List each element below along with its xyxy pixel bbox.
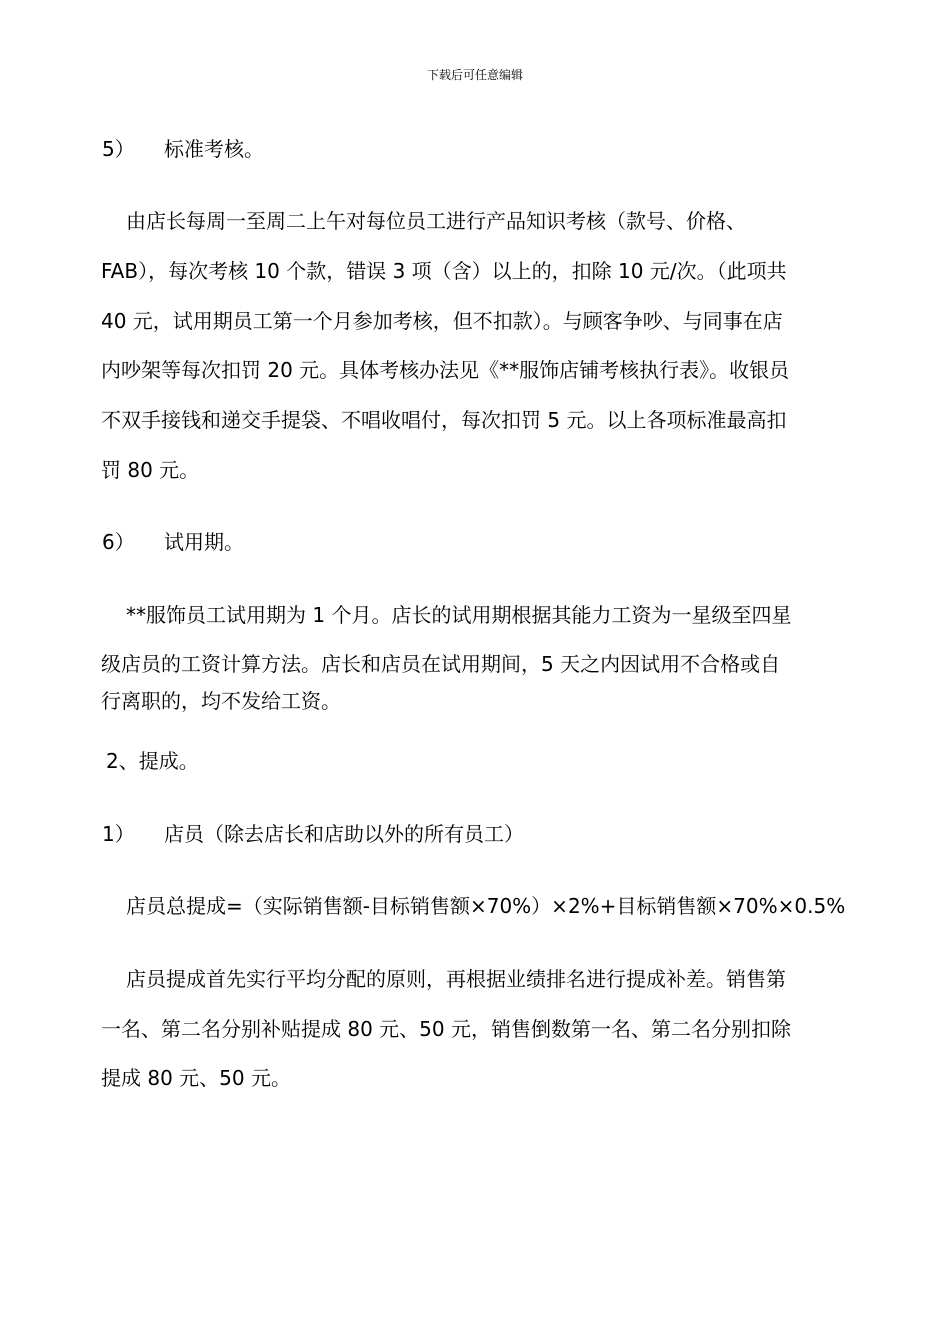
section-6-number: 6）	[102, 530, 135, 554]
paragraph-line: 40 元，试用期员工第一个月参加考核，但不扣款）。与顾客争吵、与同事在店	[101, 309, 783, 333]
paragraph-line: 由店长每周一至周二上午对每位员工进行产品知识考核（款号、价格、	[126, 209, 746, 233]
paragraph-line: 提成 80 元、50 元。	[101, 1066, 291, 1090]
section-1-title: 店员（除去店长和店助以外的所有员工）	[164, 822, 524, 846]
section-1-number: 1）	[102, 822, 135, 846]
paragraph-line: 行离职的，均不发给工资。	[101, 689, 341, 713]
paragraph-line: 店员提成首先实行平均分配的原则，再根据业绩排名进行提成补差。销售第	[126, 967, 786, 991]
paragraph-line: **服饰员工试用期为 1 个月。店长的试用期根据其能力工资为一星级至四星	[126, 603, 792, 627]
page-header: 下载后可任意编辑	[426, 68, 523, 82]
paragraph-line: 级店员的工资计算方法。店长和店员在试用期间，5 天之内因试用不合格或自	[101, 652, 781, 676]
paragraph-line: 内吵架等每次扣罚 20 元。具体考核办法见《**服饰店铺考核执行表》。收银员	[101, 358, 790, 382]
paragraph-line: FAB），每次考核 10 个款，错误 3 项（含）以上的，扣除 10 元/次。（此项共	[101, 259, 787, 283]
paragraph-line: 罚 80 元。	[101, 458, 200, 482]
section-6-title: 试用期。	[164, 530, 244, 554]
section-5-number: 5）	[102, 137, 135, 161]
section-5-heading	[102, 137, 264, 161]
paragraph-line: 不双手接钱和递交手提袋、不唱收唱付，每次扣罚 5 元。以上各项标准最高扣	[101, 408, 787, 432]
section-6-heading	[102, 530, 244, 554]
paragraph-line: 一名、第二名分别补贴提成 80 元、50 元，销售倒数第一名、第二名分别扣除	[101, 1017, 791, 1041]
section-5-title: 标准考核。	[164, 137, 264, 161]
section-2-heading: 2、提成。	[106, 749, 199, 773]
section-1-heading	[102, 822, 524, 846]
commission-formula: 店员总提成=（实际销售额-目标销售额×70%）×2%+目标销售额×70%×0.5%	[126, 894, 846, 918]
